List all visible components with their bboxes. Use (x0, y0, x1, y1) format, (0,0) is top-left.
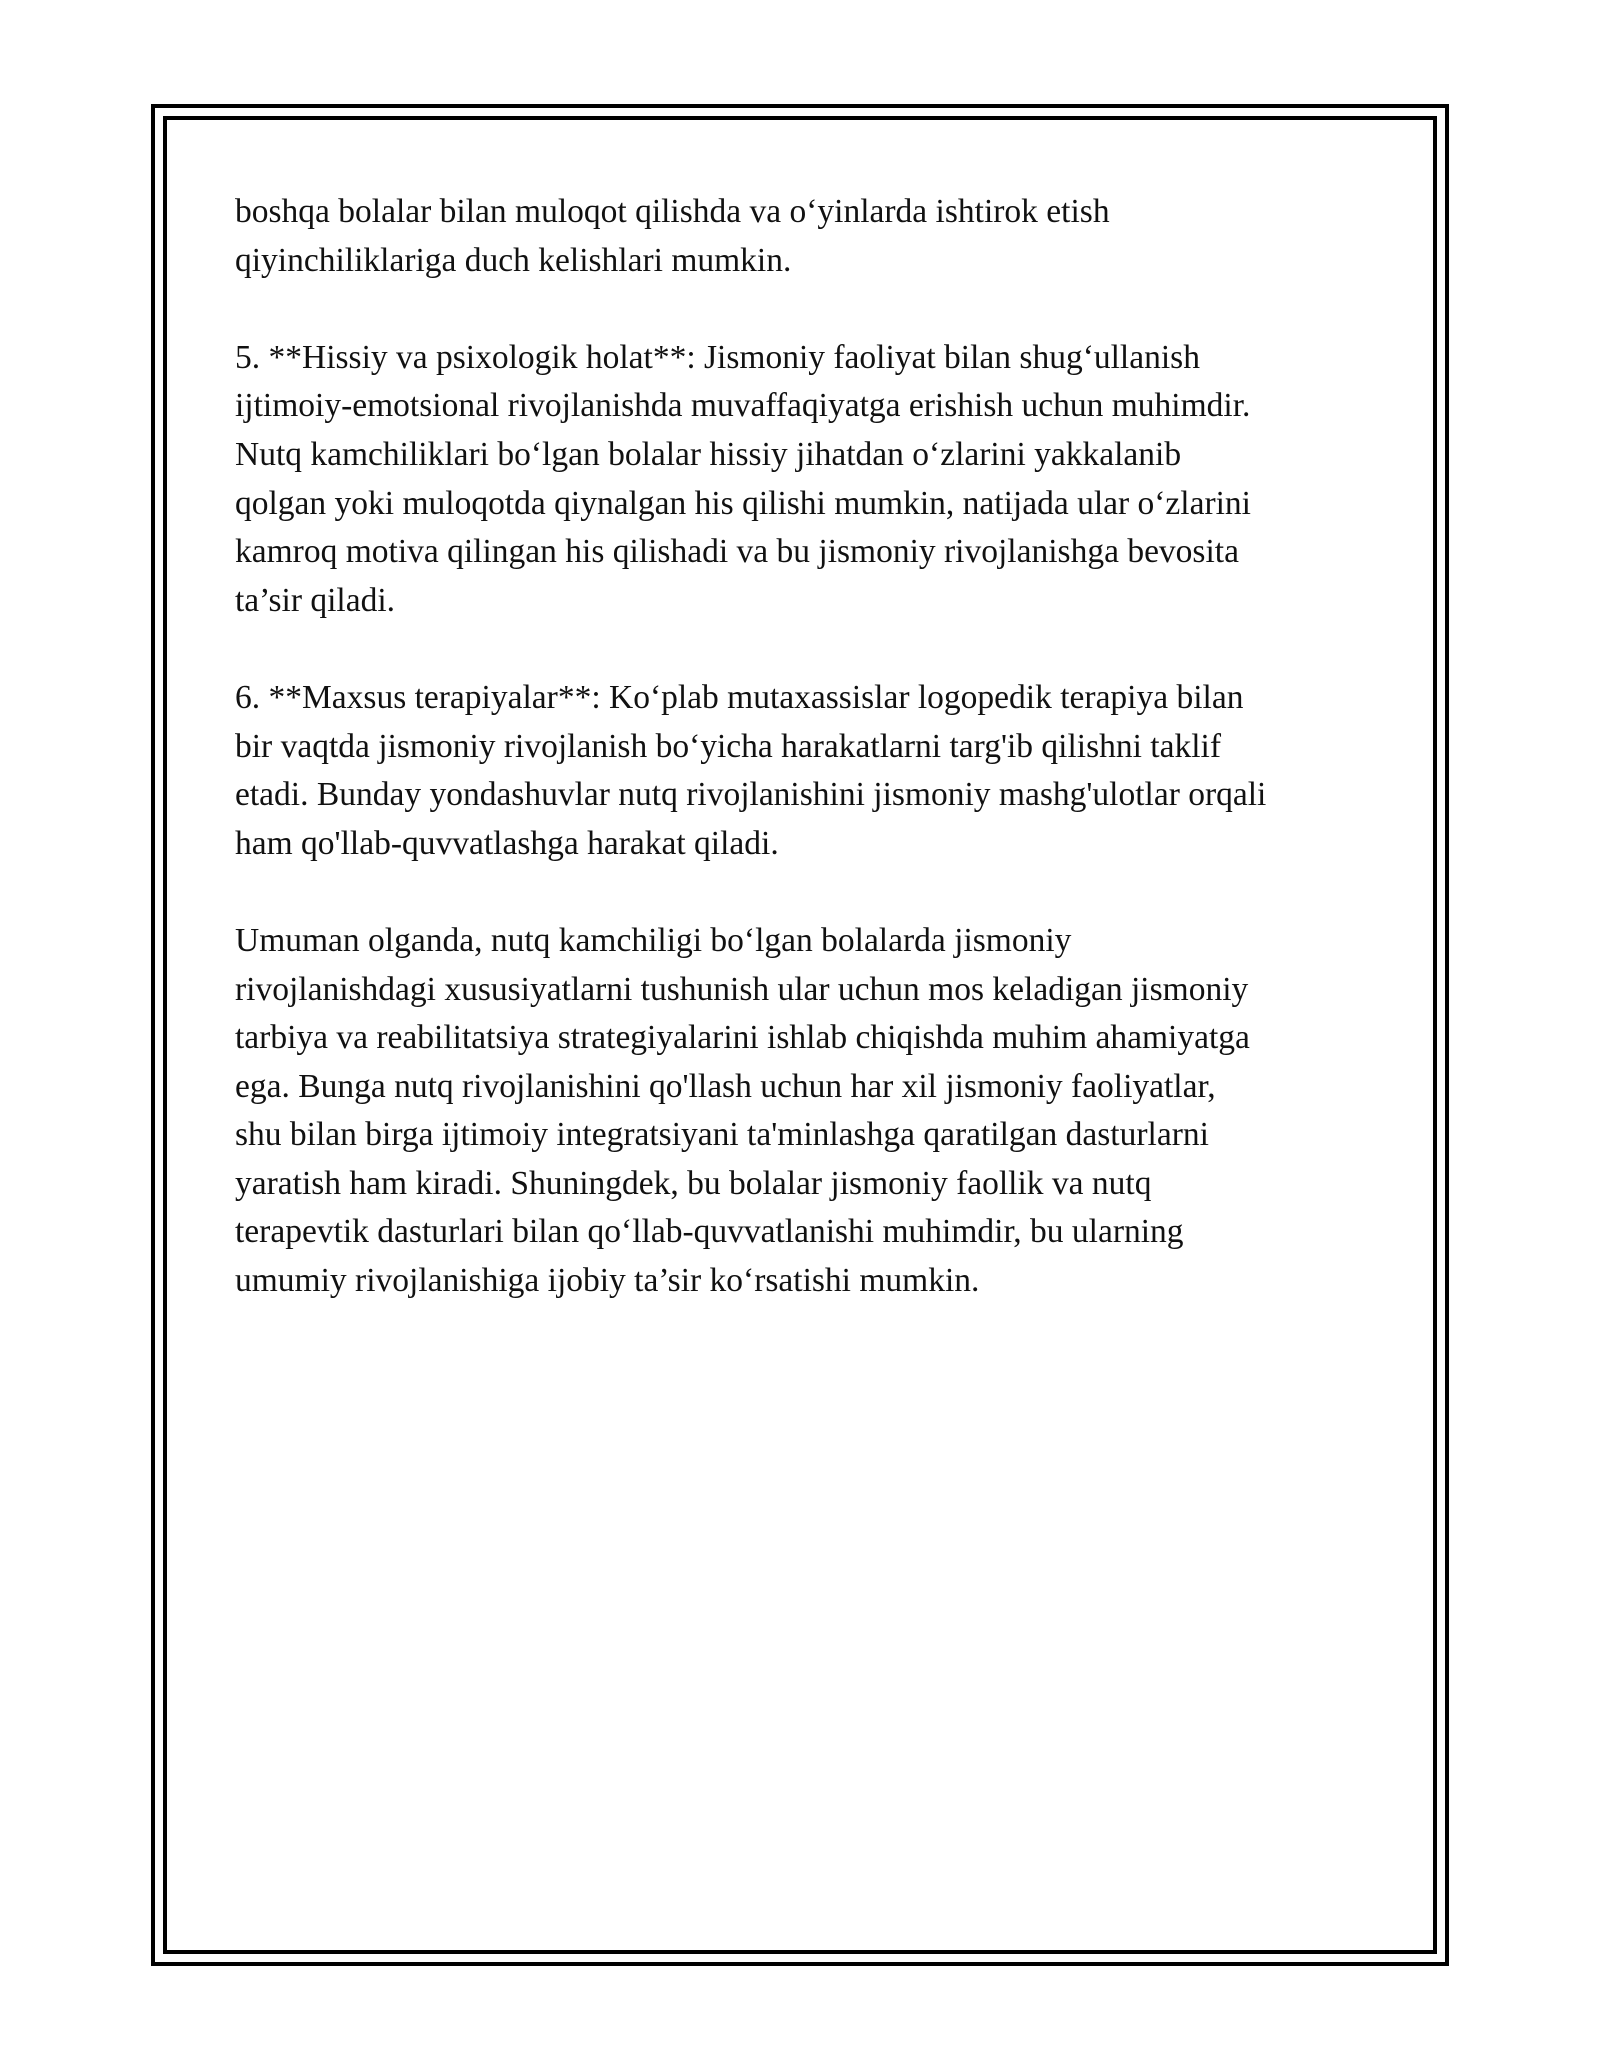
text-line: ta’sir qiladi. (235, 581, 396, 619)
text-line: umumiy rivojlanishiga ijobiy ta’sir ko‘rsatishi mumkin. (235, 1262, 980, 1300)
paragraph-item-6 (235, 674, 1380, 868)
text-line: terapevtik dasturlari bilan qo‘llab-quvvatlanishi muhimdir, bu ularning (235, 1213, 1184, 1251)
text-line: bir vaqtda jismoniy rivojlanish bo‘yicha harakatlarni targ'ib qilishni taklif (235, 727, 1222, 765)
text-line: tarbiya va reabilitatsiya strategiyalarini ishlab chiqishda muhim ahamiyatga (235, 1019, 1250, 1057)
text-line: boshqa bolalar bilan muloqot qilishda va o‘yinlarda ishtirok etish (235, 193, 1110, 230)
text-line: qiyinchiliklariga duch kelishlari mumkin. (235, 241, 792, 279)
text-line: 5. **Hissiy va psixologik holat**: Jismoniy faoliyat bilan shug‘ullanish (235, 338, 1200, 376)
text-line: Nutq kamchiliklari bo‘lgan bolalar hissiy jihatdan o‘zlarini yakkalanib (235, 435, 1182, 473)
document-body (235, 188, 1380, 1354)
paragraph-continuation (235, 188, 1380, 285)
paragraph-conclusion (235, 917, 1380, 1306)
text-line: ham qo'llab-quvvatlashga harakat qiladi. (235, 824, 779, 862)
text-line: ega. Bunga nutq rivojlanishini qo'llash uchun har xil jismoniy faoliyatlar, (235, 1067, 1216, 1105)
text-line: Umuman olganda, nutq kamchiligi bo‘lgan bolalarda jismoniy (235, 921, 1072, 959)
text-line: kamroq motiva qilingan his qilishadi va bu jismoniy rivojlanishga bevosita (235, 533, 1239, 571)
text-line: shu bilan birga ijtimoiy integratsiyani ta'minlashga qaratilgan dasturlarni (235, 1116, 1209, 1154)
text-line: 6. **Maxsus terapiyalar**: Ko‘plab mutaxassislar logopedik terapiya bilan (235, 678, 1244, 716)
text-line: etadi. Bunday yondashuvlar nutq rivojlanishini jismoniy mashg'ulotlar orqali (235, 776, 1267, 814)
text-line: rivojlanishdagi xususiyatlarni tushunish ular uchun mos keladigan jismoniy (235, 970, 1249, 1008)
text-line: qolgan yoki muloqotda qiynalgan his qilishi mumkin, natijada ular o‘zlarini (235, 484, 1251, 522)
paragraph-item-5 (235, 334, 1380, 626)
text-line: ijtimoiy-emotsional rivojlanishda muvaffaqiyatga erishish uchun muhimdir. (235, 387, 1251, 425)
text-line: yaratish ham kiradi. Shuningdek, bu bolalar jismoniy faollik va nutq (235, 1164, 1152, 1202)
